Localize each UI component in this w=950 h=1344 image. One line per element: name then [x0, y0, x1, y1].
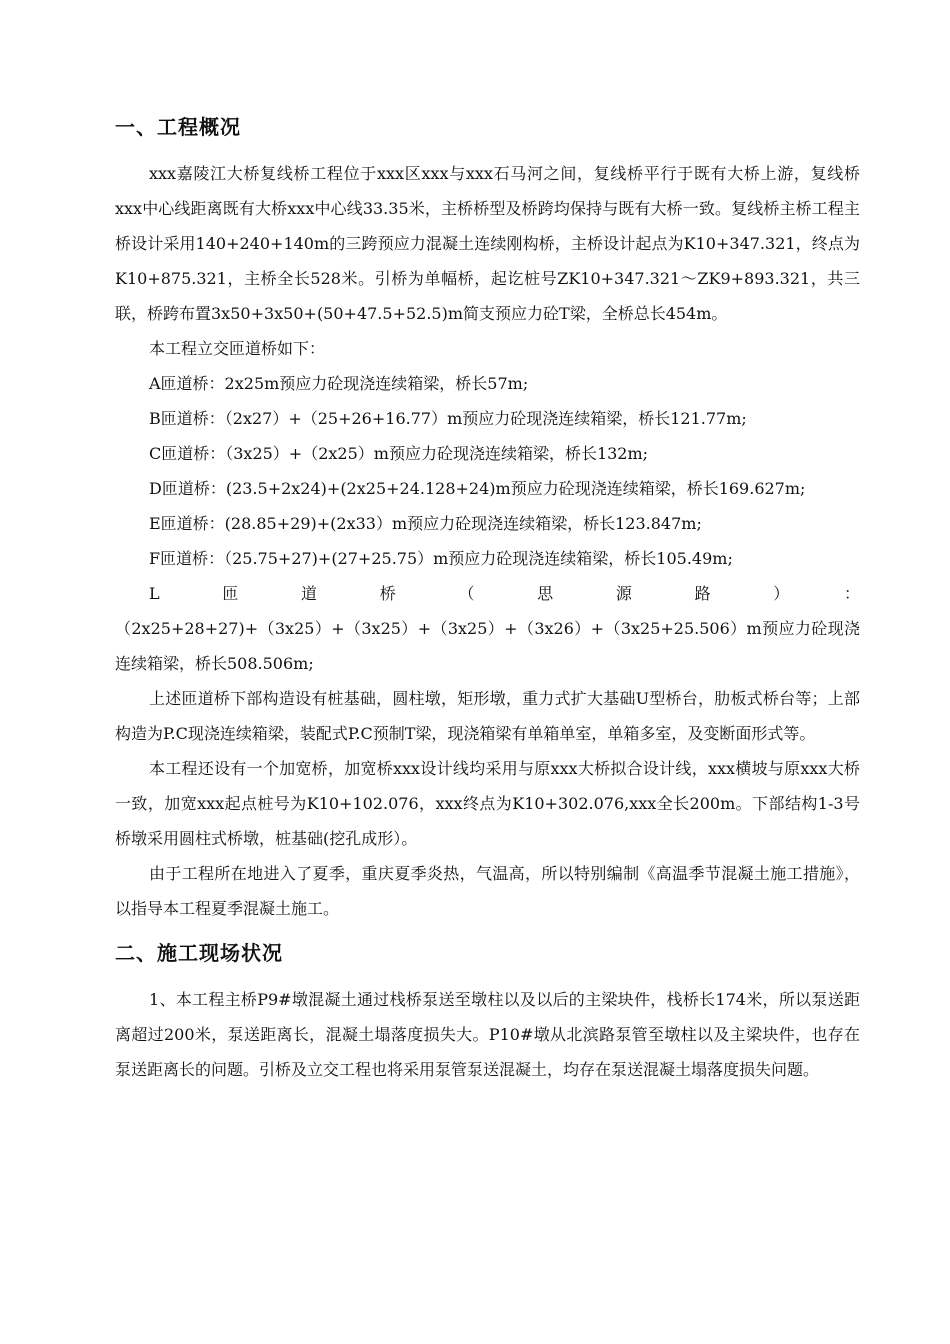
ramp-item-a: A匝道桥：2x25m预应力砼现浇连续箱梁，桥长57m;	[149, 374, 529, 393]
summer-paragraph: 由于工程所在地进入了夏季，重庆夏季炎热，气温高，所以特别编制《高温季节混凝土施工措施》，以指导本工程夏季混凝土施工。	[115, 864, 860, 918]
structure-paragraph: 上述匝道桥下部构造设有桩基础，圆柱墩，矩形墩，重力式扩大基础U型桥台，肋板式桥台等；上部构造为P.C现浇连续箱梁，装配式P.C预制T梁，现浇箱梁有单箱单室，单箱多室，及变断面形式等。	[115, 689, 860, 743]
ramp-item-b: B匝道桥：（2x27）+（25+26+16.77）m预应力砼现浇连续箱梁，桥长121.77m;	[149, 409, 747, 428]
ramp-item-l-body: （2x25+28+27)+（3x25）+（3x25）+（3x25）+（3x26）+（3x25+25.506）m预应力砼现浇连续箱梁，桥长508.506m;	[115, 619, 860, 673]
document-body	[115, 108, 860, 1087]
ramp-item-d: D匝道桥：(23.5+2x24)+(2x25+24.128+24)m预应力砼现浇连续箱梁，桥长169.627m;	[149, 479, 806, 498]
overview-paragraph: xxx嘉陵江大桥复线桥工程位于xxx区xxx与xxx石马河之间，复线桥平行于既有大桥上游，复线桥xxx中心线距离既有大桥xxx中心线33.35米，主桥桥型及桥跨均保持与既有大桥一致。复线桥主桥工程主桥设计采用140+240+140m的三跨预应力混凝土连续刚构桥，主桥设计起点为K10+347.321，终点为K10+875.321，主桥全长528米。引桥为单幅桥，起讫桩号ZK10+347.321～ZK9+893.321，共三联，桥跨布置3x50+3x50+(50+47.5+52.5)m简支预应力砼T梁，全桥总长454m。	[115, 164, 860, 323]
ramp-intro: 本工程立交匝道桥如下：	[149, 339, 326, 358]
section-heading-overview: 一、工程概况	[115, 115, 241, 139]
ramp-item-l-label: L匝道桥（思源路）：	[149, 584, 860, 603]
ramp-item-f: F匝道桥：（25.75+27)+(27+25.75）m预应力砼现浇连续箱梁，桥长105.49m;	[149, 549, 733, 568]
widening-paragraph: 本工程还设有一个加宽桥，加宽桥xxx设计线均采用与原xxx大桥拟合设计线，xxx横坡与原xxx大桥一致，加宽xxx起点桩号为K10+102.076，xxx终点为K10+302.076,xxx全长200m。下部结构1-3号桥墩采用圆柱式桥墩，桩基础(挖孔成形）。	[115, 759, 860, 848]
site-paragraph: 1、本工程主桥P9#墩混凝土通过栈桥泵送至墩柱以及以后的主梁块件，栈桥长174米，所以泵送距离超过200米，泵送距离长，混凝土塌落度损失大。P10#墩从北滨路泵管至墩柱以及主梁块件，也存在泵送距离长的问题。引桥及立交工程也将采用泵管泵送混凝土，均存在泵送混凝土塌落度损失问题。	[115, 990, 860, 1079]
section-heading-site: 二、施工现场状况	[115, 941, 283, 965]
ramp-item-e: E匝道桥：(28.85+29)+(2x33）m预应力砼现浇连续箱梁，桥长123.847m;	[149, 514, 702, 533]
ramp-item-c: C匝道桥：（3x25）+（2x25）m预应力砼现浇连续箱梁，桥长132m;	[149, 444, 649, 463]
